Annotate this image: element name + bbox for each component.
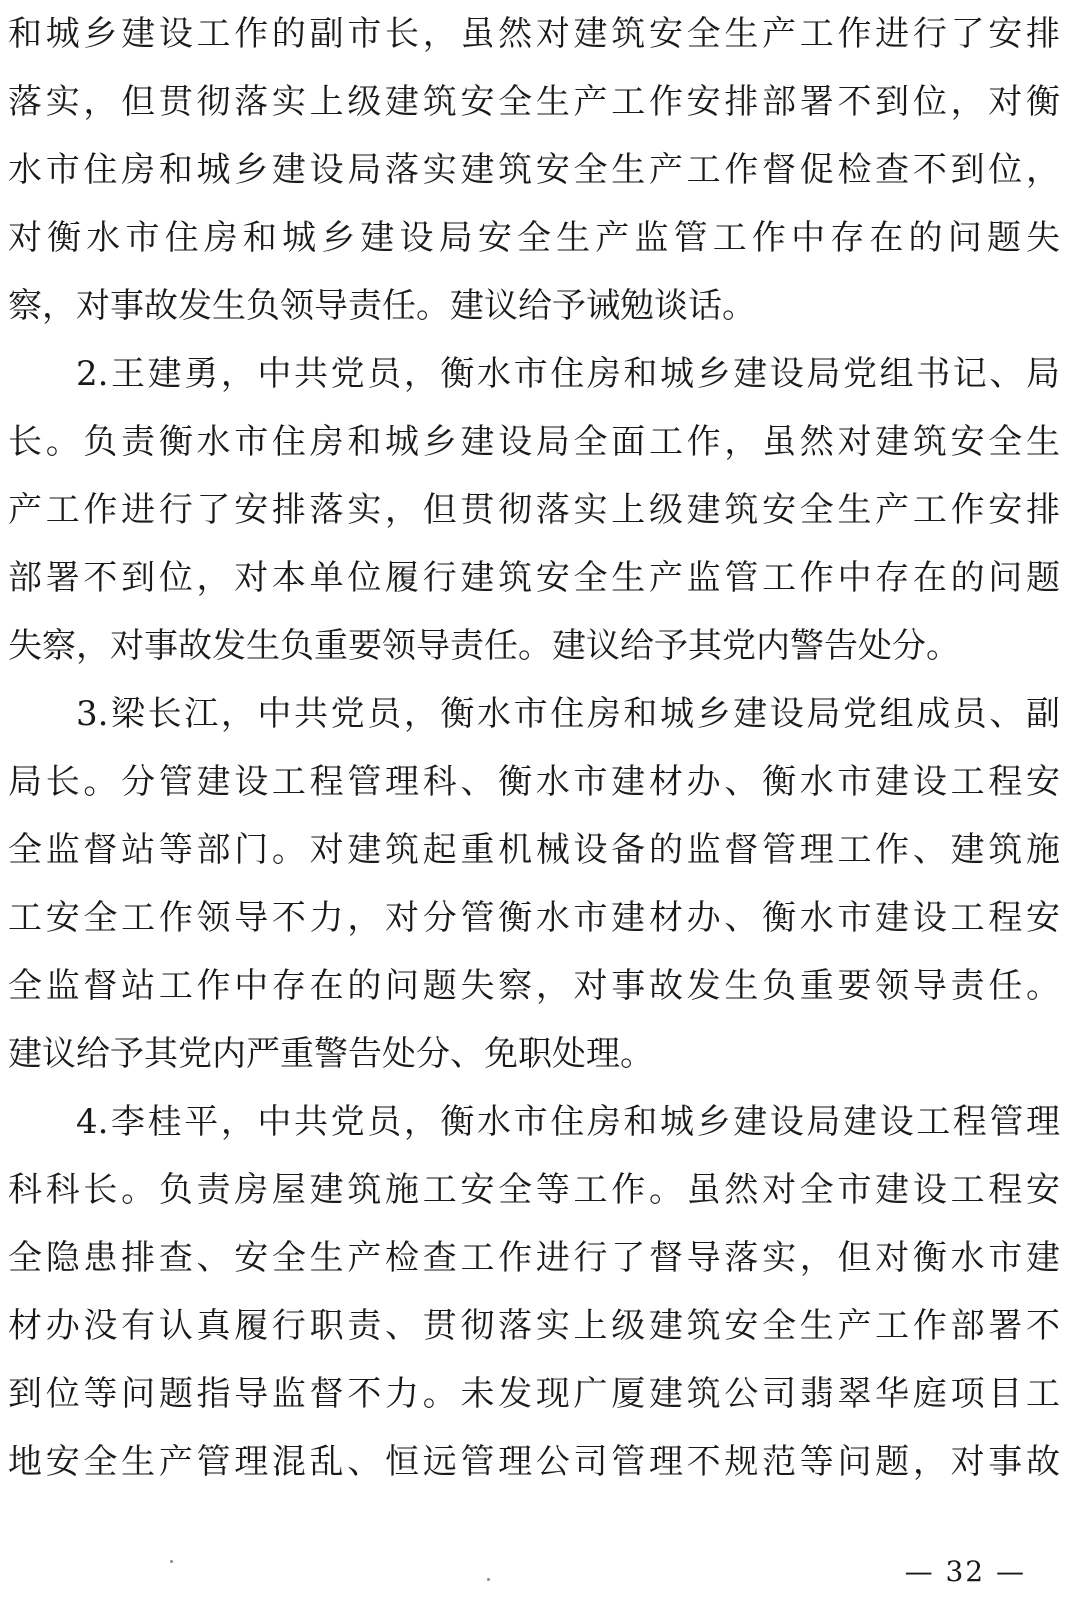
paragraph-start-line: 2.王建勇，中共党员，衡水市住房和城乡建设局党组书记、局 — [76, 354, 1060, 394]
text-line: 产工作进行了安排落实，但贯彻落实上级建筑安全生产工作安排 — [8, 490, 1060, 530]
text-line: 全监督站等部门。对建筑起重机械设备的监督管理工作、建筑施 — [8, 830, 1060, 870]
text-line: 和城乡建设工作的副市长，虽然对建筑安全生产工作进行了安排 — [8, 14, 1060, 54]
text-line: 工安全工作领导不力，对分管衡水市建材办、衡水市建设工程安 — [8, 898, 1060, 938]
text-line: 长。负责衡水市住房和城乡建设局全面工作，虽然对建筑安全生 — [8, 422, 1060, 462]
text-line: 全隐患排查、安全生产检查工作进行了督导落实，但对衡水市建 — [8, 1238, 1060, 1278]
text-line: 失察，对事故发生负重要领导责任。建议给予其党内警告处分。 — [8, 626, 960, 666]
body-text — [8, 0, 1060, 1496]
paragraph-start-line: 3.梁长江，中共党员，衡水市住房和城乡建设局党组成员、副 — [76, 694, 1060, 734]
text-line: 建议给予其党内严重警告处分、免职处理。 — [8, 1034, 654, 1074]
text-line: 对衡水市住房和城乡建设局安全生产监管工作中存在的问题失 — [8, 218, 1060, 258]
scan-speck — [487, 1578, 490, 1581]
scan-speck — [170, 1560, 173, 1563]
text-line: 地安全生产管理混乱、恒远管理公司管理不规范等问题，对事故 — [8, 1442, 1060, 1482]
text-line: 局长。分管建设工程管理科、衡水市建材办、衡水市建设工程安 — [8, 762, 1060, 802]
text-line: 全监督站工作中存在的问题失察，对事故发生负重要领导责任。 — [8, 966, 1060, 1006]
text-line: 部署不到位，对本单位履行建筑安全生产监管工作中存在的问题 — [8, 558, 1060, 598]
text-line: 材办没有认真履行职责、贯彻落实上级建筑安全生产工作部署不 — [8, 1306, 1060, 1346]
text-line: 科科长。负责房屋建筑施工安全等工作。虽然对全市建设工程安 — [8, 1170, 1060, 1210]
page-number: — 32 — — [904, 1555, 1026, 1588]
text-line: 察，对事故发生负领导责任。建议给予诫勉谈话。 — [8, 286, 756, 326]
text-line: 水市住房和城乡建设局落实建筑安全生产工作督促检查不到位， — [8, 150, 1060, 190]
paragraph-start-line: 4.李桂平，中共党员，衡水市住房和城乡建设局建设工程管理 — [76, 1102, 1060, 1142]
text-line: 落实，但贯彻落实上级建筑安全生产工作安排部署不到位，对衡 — [8, 82, 1060, 122]
text-line: 到位等问题指导监督不力。未发现广厦建筑公司翡翠华庭项目工 — [8, 1374, 1060, 1414]
